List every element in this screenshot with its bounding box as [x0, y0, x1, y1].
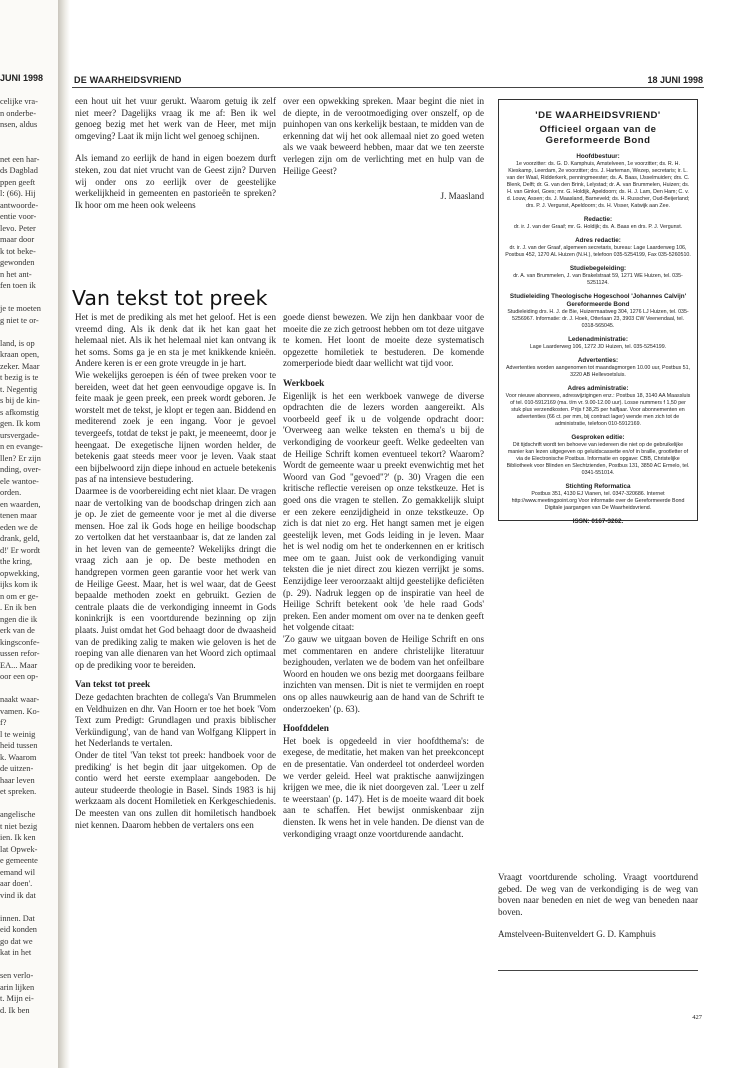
section-heading: Hoofddelen [283, 724, 329, 735]
masthead-section-board [499, 153, 697, 210]
quote-paragraph: 'Zo gauw we uitgaan boven de Heilige Schrift en ons met commentaren en andere christelijke literatuur bezighouden, verlaten we de bodem van het onfeilbare Woord en houden we ons bezig met doorgaans feilbare inzichten van mensen. Dit is niet te vermijden en roept ons op alles nauwkeurig aan de hand van de Schrift te onderzoeken' (p. 63). [283, 634, 484, 714]
previous-page-line: g niet te or- [0, 315, 39, 325]
previous-page-line: n onderbe- [0, 108, 37, 118]
previous-page-line: en waarden, [0, 499, 41, 509]
paragraph: over een opwekking spreken. Maar begint die niet in de diepte, in de verootmoediging over onszelf, op de puinhopen van ons kerkelijk bestaan, te midden van de erkenning dat wij het ook allemaal niet zo goed weten als we vaak beweerd hebben, maar dat we ten zeerste verlegen zijn om de verlichting met en hulp van de Heilige Geest? [283, 96, 484, 176]
previous-page-line: ppen geeft [0, 177, 36, 187]
masthead-section-advertisements [499, 357, 697, 379]
masthead-text: Dit tijdschrift wordt ten behoeve van iedereen die niet op de gebruikelijke manier kan lezen uitgegeven op geluidscassette en/of in braille, grootletter of via de Electronische Postbus. Informatie en opgave: CBB, Christelijke Bibliotheek voor Blinden en Slechtzienden, Postbus 131, 3850 AC Ermelo, tel. 0341-551014. [506, 441, 690, 476]
masthead-section-membership [499, 336, 697, 351]
previous-page-line: antwoorde- [0, 200, 39, 210]
previous-page-line: sen verlo- [0, 971, 34, 980]
top-article-column-2 [283, 96, 484, 203]
previous-page-line: ijks kom ik [0, 580, 38, 589]
masthead-text: dr. A. van Brummelen, J. van Brakelstraat 59, 1271 WE Huizen, tel. 035-5251124. [513, 272, 683, 286]
previous-page-line: je te moeten [0, 304, 41, 313]
running-header-date: 18 JUNI 1998 [647, 75, 703, 85]
previous-page-line: ien. Ik ken [0, 833, 36, 842]
paragraph: Onder de titel 'Van tekst tot preek: handboek voor de prediking' is het begin dit jaar uitgekomen. Op de contio werd het eerste exemplaar aangeboden. De auteur studeerde theologie in Basel. Sinds 1983 is hij werkzaam als docent Homiletiek en Kerkgeschiedenis. De meesten van ons zullen dit homiletisch handboek niet kennen. Daarom hebben de vertalers ons een [75, 749, 276, 830]
previous-page-line: innen. Dat [0, 913, 35, 923]
previous-page-line: entie voor- [0, 212, 37, 221]
previous-page-line: go dat we [0, 936, 33, 946]
header-rule [72, 87, 704, 88]
previous-page-line: k. Waarom [0, 752, 37, 762]
paragraph: Wie wekelijks geroepen is één of twee preken voor te bereiden, weet dat het geen eenvoudige opgave is. In feite maak je geen preek, een preek wordt geboren. Je worstelt met de tekst, je klopt er tegen aan. Biddend en mediterend zoek je een ingang. Voor je gevoel tevergeefs, totdat de tekst je pakt, je meeneemt, door je heengaat. De exegetische lijnen worden helder, de betekenis gaat steeds meer voor je leven. Vaak staat een bijbelwoord zijn diepe inhoud en actuele betekenis pas af na intensieve bestudering. [75, 369, 276, 485]
previous-page-line: heid tussen [0, 741, 38, 750]
previous-page-line: nsen, aldus [0, 120, 38, 129]
previous-page-line: gewonden [0, 258, 35, 267]
previous-page-line: celijke vra- [0, 97, 38, 106]
masthead-text: Postbus 351, 4130 EJ Vianen, tel. 0347-320686. Internet http://www.meetingpoint.org Voor informatie over de Gereformeerde Bond Digitale jaargangen van De Waarheidsvriend. [511, 490, 685, 511]
masthead-text: dr. ir. J. van der Graaf, algemeen secretaris, bureau: Lage Laarderweg 106, Postbus 452, 1270 AL Huizen (N.H.), telefoon 035-5254199, Fax 035-5260510. [505, 244, 691, 258]
previous-page-line: t. Mijn ei- [0, 994, 34, 1003]
masthead-section-spoken-edition [499, 434, 697, 477]
page-gutter [58, 0, 70, 1068]
masthead-heading: Advertenties: [577, 356, 619, 364]
article-column-1 [75, 312, 276, 831]
previous-page-line: erk van de [0, 626, 35, 635]
previous-page-line: tenen maar [0, 511, 37, 520]
previous-page-line: opwekking, [0, 568, 40, 578]
masthead-heading: Hoofdbestuur: [576, 152, 620, 160]
section-heading: Van tekst tot preek [75, 680, 151, 691]
running-header-title: DE WAARHEIDSVRIEND [74, 75, 182, 85]
previous-page-line: naakt waar- [0, 695, 40, 704]
masthead-text: Advertenties worden aangenomen tot maandagmorgen 10.00 uur, Postbus 51, 3220 AB Hellevoetsluis. [505, 364, 691, 378]
previous-page-line: vamen. Ko- [0, 706, 40, 716]
previous-page-line: vind ik dat [0, 890, 36, 900]
masthead-heading: Studieleiding Theologische Hogeschool 'Johannes Calvijn' Gereformeerde Bond [509, 292, 687, 308]
paragraph: Het boek is opgedeeld in vier hoofdthema's: de exegese, de meditatie, het maken van het preekconcept en de presentatie. Van onderdeel tot onderdeel worden we verder geleid. Heel wat praktische aanwijzingen krijgen we mee, die ik niet doorgeven zal. 'Leer u zelf te weerstaan' (p. 147). Het is de moeite waard dit boek aan te schaffen. Het bewijst onmiskenbaar zijn diensten. Ik wens het in vele handen. De dienst van de verkondiging vraagt onze voortdurende aandacht. [283, 735, 484, 839]
previous-page-line: n het ant- [0, 269, 32, 279]
masthead-title [499, 110, 697, 147]
previous-page-line: kat in het [0, 948, 32, 957]
previous-page-line: gen. Ik kom [0, 419, 41, 428]
paragraph: Als iemand zo eerlijk de hand in eigen boezem durft steken, zou dat niet vrucht van de Geest zijn? Durven wij onder ons zo eerlijk over de geestelijke werkelijkheid in gemeenten en pastorieën te spreken? Ik hoor om me heen ook weleens [75, 153, 276, 210]
previous-page-line: ele wantoe- [0, 476, 39, 486]
previous-page-line: maar door [0, 235, 35, 244]
previous-page-line: kraan open, [0, 350, 40, 359]
masthead-text: Studieleiding drs. H. J. de Bie, Huizermaatweg 304, 1276 LJ Huizen, tel. 035-5256967. Informatie: dr. J. Hoek, Otterlaan 23, 3903 CW Veenendaal, tel. 0318-565045. [507, 308, 689, 329]
previous-page-header: JUNI 1998 [0, 73, 44, 83]
previous-page-line: n en evange- [0, 442, 43, 451]
paragraph: Deze gedachten brachten de collega's Van Brummelen en Veldhuizen en dhr. Van Hoorn er toe het boek 'Vom Text zum Predigt: Grundlagen und praxis biblischer Verkündigung', van de hand van Wolfgang Klippert in het Nederlands te vertalen. [75, 692, 276, 749]
previous-page-line: ngen die ik [0, 614, 38, 624]
end-rule [498, 970, 698, 971]
previous-page-line: d!' Er wordt [0, 545, 41, 555]
previous-page-line: oor een op- [0, 672, 39, 681]
previous-page-line: . En ik ben [0, 603, 37, 612]
previous-page-line: t niet bezig [0, 821, 38, 831]
previous-page-line: nding, over- [0, 465, 41, 474]
masthead-heading: Adres administratie: [567, 384, 629, 392]
previous-page-line: s bij de kin- [0, 396, 40, 405]
previous-page-line: n om er ge- [0, 591, 39, 601]
previous-page-line: land, is op [0, 338, 35, 348]
masthead-section-editors [499, 216, 697, 231]
previous-page-line: kingsconfe- [0, 637, 40, 647]
previous-page-line: orden. [0, 488, 22, 497]
previous-page-line: e gemeente [0, 856, 38, 865]
top-article-column-1 [75, 96, 276, 211]
masthead-heading: Adres redactie: [575, 236, 621, 244]
previous-page-line: d. Ik ben [0, 1005, 30, 1015]
masthead-title-line: Officieel orgaan van de [539, 123, 657, 135]
paragraph: Daarmee is de voorbereiding echt niet klaar. De vragen naar de vertolking van de boodschap dringen zich aan je op. Je ziet de gemeente voor je met al die diverse mensen. Hoe zal ik Gods hoge en heilige boodschap zo vertolken dat het verstaanbaar is, dat ze landen zal in het leven van de gemeente? Wekelijks dringt die vraag zich aan je op. De beste methoden en handgrepen vormen geen garantie voor het werk van de Heilige Geest. Maar, het is wel waar, dat de Geest bepaalde methoden zoekt en gebruikt. Gezien de centrale plaats die de verkondiging inneemt in Gods koninkrijk is een voortdurende bezinning op zijn plaats. Juist omdat het God behaagt door de dwaasheid van de prediking zalig te maken wie geloven is het de roeping van alle dienaren van het Woord zich optimaal op de prediking voor te bereiden. [75, 485, 276, 670]
previous-page-line: angelische [0, 810, 36, 819]
previous-page-line: de uitzen- [0, 764, 34, 773]
masthead-text: dr. ir. J. van der Graaf; mr. G. Holdijk; ds. A. Baas en drs. P. J. Vergunst. [513, 223, 683, 230]
masthead-heading: Stichting Reformatica [565, 482, 631, 490]
masthead-section-theological-school [499, 293, 697, 330]
section-heading: Werkboek [283, 378, 325, 389]
masthead-heading: Ledenadministratie: [568, 335, 628, 343]
masthead-text: 1e voorzitter: ds. G. D. Kamphuis, Amstelveen, 1e voorzitter; ds. R. H. Kieskamp, Leerdam, 2e voorzitter; drs. J. Harteman, Wezep, secretaris; ir. L. van der Waal, Ridderkerk, penningmeester; ds. A. Baas, IJsselmuiden; drs. C. Blenk, Delft; dr. G. van den Brink, Lelystad; dr. A. van Brummelen, Huizen; ds. H. van Ginkel, Goes; mr. G. Holdijk, Apeldoorn; ds. H. J. Lam, Den Ham; C. v. d. Louw, Assen; ds. J. Maasland, Barneveld; ds. H. Russcher, Oud-Beijerland; drs. P. J. Vergunst, Apeldoorn; ds. H. Visser, Katwijk aan Zee. [506, 160, 690, 209]
previous-page-line: llen? Er zijn [0, 453, 41, 463]
article-column-2 [283, 312, 484, 840]
previous-page-line: zeker. Maar [0, 361, 40, 371]
paragraph: Het is met de prediking als met het geloof. Het is een vreemd ding. Als ik denk dat ik het kan gaat het helemaal niet. Als ik het helemaal niet kan ontvang ik het soms. Soms ga je en sta je met knikkende knieën. Andere keren is er een grote vreugde in je hart. [75, 312, 276, 369]
previous-page-line: emand wil [0, 867, 36, 877]
masthead-heading: ISSN: 0167-3262. [572, 517, 624, 525]
previous-page-line: ussen refor- [0, 649, 40, 658]
previous-page-line: the kring, [0, 557, 33, 566]
previous-page-line: net een har- [0, 154, 40, 164]
previous-page-line: t. Negentig [0, 384, 38, 394]
previous-page-line: eid konden [0, 925, 37, 934]
previous-page-line: t bezig is te [0, 373, 39, 382]
masthead-section-administration [499, 385, 697, 428]
previous-page-line: et spreken. [0, 787, 37, 796]
previous-page-line: EA... Maar [0, 660, 38, 670]
author-signature: Amstelveen-Buitenveldert G. D. Kamphuis [498, 929, 656, 940]
masthead-heading: Gesproken editie: [571, 433, 625, 441]
top-article-signature: J. Maasland [440, 191, 484, 202]
masthead-text: Voor nieuwe abonnees, adreswijzigingen enz.: Postbus 18, 3140 AA Maassluis of tel. 010-5912169 (ma. t/m vr. 9.00-12.00 uur). Losse nummers f 1,50 per stuk plus verzendkosten. Prijs f 38,25 per halfjaar. Voor abonnementen en advertenties (66 ct. per mm, bij contract lager) wende men zich tot de administratie, telefoon 010-5912169. [505, 392, 691, 427]
previous-page-line: eden we de [0, 522, 38, 532]
previous-page-line: lat Opwek- [0, 844, 38, 854]
previous-page-line: levo. Peter [0, 223, 36, 233]
previous-page-line: ds Dagblad [0, 166, 38, 175]
masthead-text: Lage Laarderweg 106, 1272 JD Huizen, tel. 035-5254199. [529, 343, 667, 350]
paragraph: goede dienst bewezen. We zijn hen dankbaar voor de moeite die ze zich getroost hebben om tot deze uitgave te komen. Het loont de moeite deze systematisch opgezette homiletiek te bestuderen. De komende zomerperiode biedt daar wellicht wat tijd voor. [283, 312, 484, 369]
previous-page-line: s afkomstig [0, 407, 39, 417]
previous-page-line: aar doen'. [0, 879, 33, 888]
page-number: 427 [692, 1014, 702, 1021]
previous-page-fragment [0, 0, 59, 1068]
paragraph: Vraagt voortdurende scholing. Vraagt voortdurend gebed. De weg van de verkondiging is de weg van boven naar beneden en niet de weg van beneden naar boven. [498, 872, 698, 917]
masthead-section-issn [499, 518, 697, 526]
article-conclusion [498, 872, 698, 941]
previous-page-line: l te weinig [0, 729, 36, 739]
masthead-section-reformatica [499, 483, 697, 512]
masthead-title-line: 'DE WAARHEIDSVRIEND' [535, 110, 661, 121]
previous-page-line: fen toen ik [0, 281, 36, 290]
masthead-section-editorial-address [499, 237, 697, 259]
previous-page-line: l: (66). Hij [0, 189, 36, 198]
previous-page-line: ursvergade- [0, 430, 40, 440]
masthead-title-line: Gereformeerde Bond [545, 135, 651, 146]
masthead-box [498, 99, 698, 525]
previous-page-line: f? [0, 718, 7, 727]
masthead-heading: Studiebegeleiding: [569, 264, 627, 272]
article-title: Van tekst tot preek [72, 286, 268, 310]
previous-page-line: k tot beke- [0, 246, 36, 256]
previous-page-line: drank, geld, [0, 534, 40, 543]
paragraph: een hout uit het vuur gerukt. Waarom getuig ik zelf niet meer? Dagelijks vraag ik me af: Ben ik wel genoeg bezig met het werk van de Heer, met mijn omgeving? Laat ik mijn licht wel genoeg schijnen. [75, 96, 276, 141]
masthead-heading: Redactie: [583, 215, 613, 223]
previous-page-line: haar leven [0, 775, 35, 785]
previous-page-line: arin lijken [0, 982, 35, 992]
paragraph: Eigenlijk is het een werkboek vanwege de diverse opdrachten die de lezers worden aangereikt. Als voorbeeld geef ik u de volgende opdracht door: 'Overweeg aan welke teksten en thema's u bij de verkondiging de voorkeur geeft. Welke gedeelten van de Heilige Schrift komen eventueel tekort? Waarom? Wordt de gemeente waar u preekt evenwichtig met het Woord van God "gevoed"?' (p. 30) Vragen die een kritische reflectie vereisen op onze tekstkeuze. Het is goed ons die vragen te stellen. Zo gemakkelijk sluipt er een zekere eenzijdigheid in onze tekstkeuze. Op zich is dat niet zo erg. Het hangt samen met je eigen geestelijk leven, met Gods leiding in je leven. Maar het is wel nodig om het te onderkennen en er kritisch mee om te gaan. Juist ook de verkondiging vanuit teksten die je niet direct zou kiezen verrijkt je soms. Eenzijdige leer veroorzaakt altijd geestelijke deficiëten (p. 29). Nadruk leggen op de inspiratie van heel de Heilige Schrift betekent ook 'de hele raad Gods' preken. Een ander moment om over na te denken geeft het volgende citaat: [283, 390, 484, 633]
masthead-section-study-guidance [499, 265, 697, 287]
